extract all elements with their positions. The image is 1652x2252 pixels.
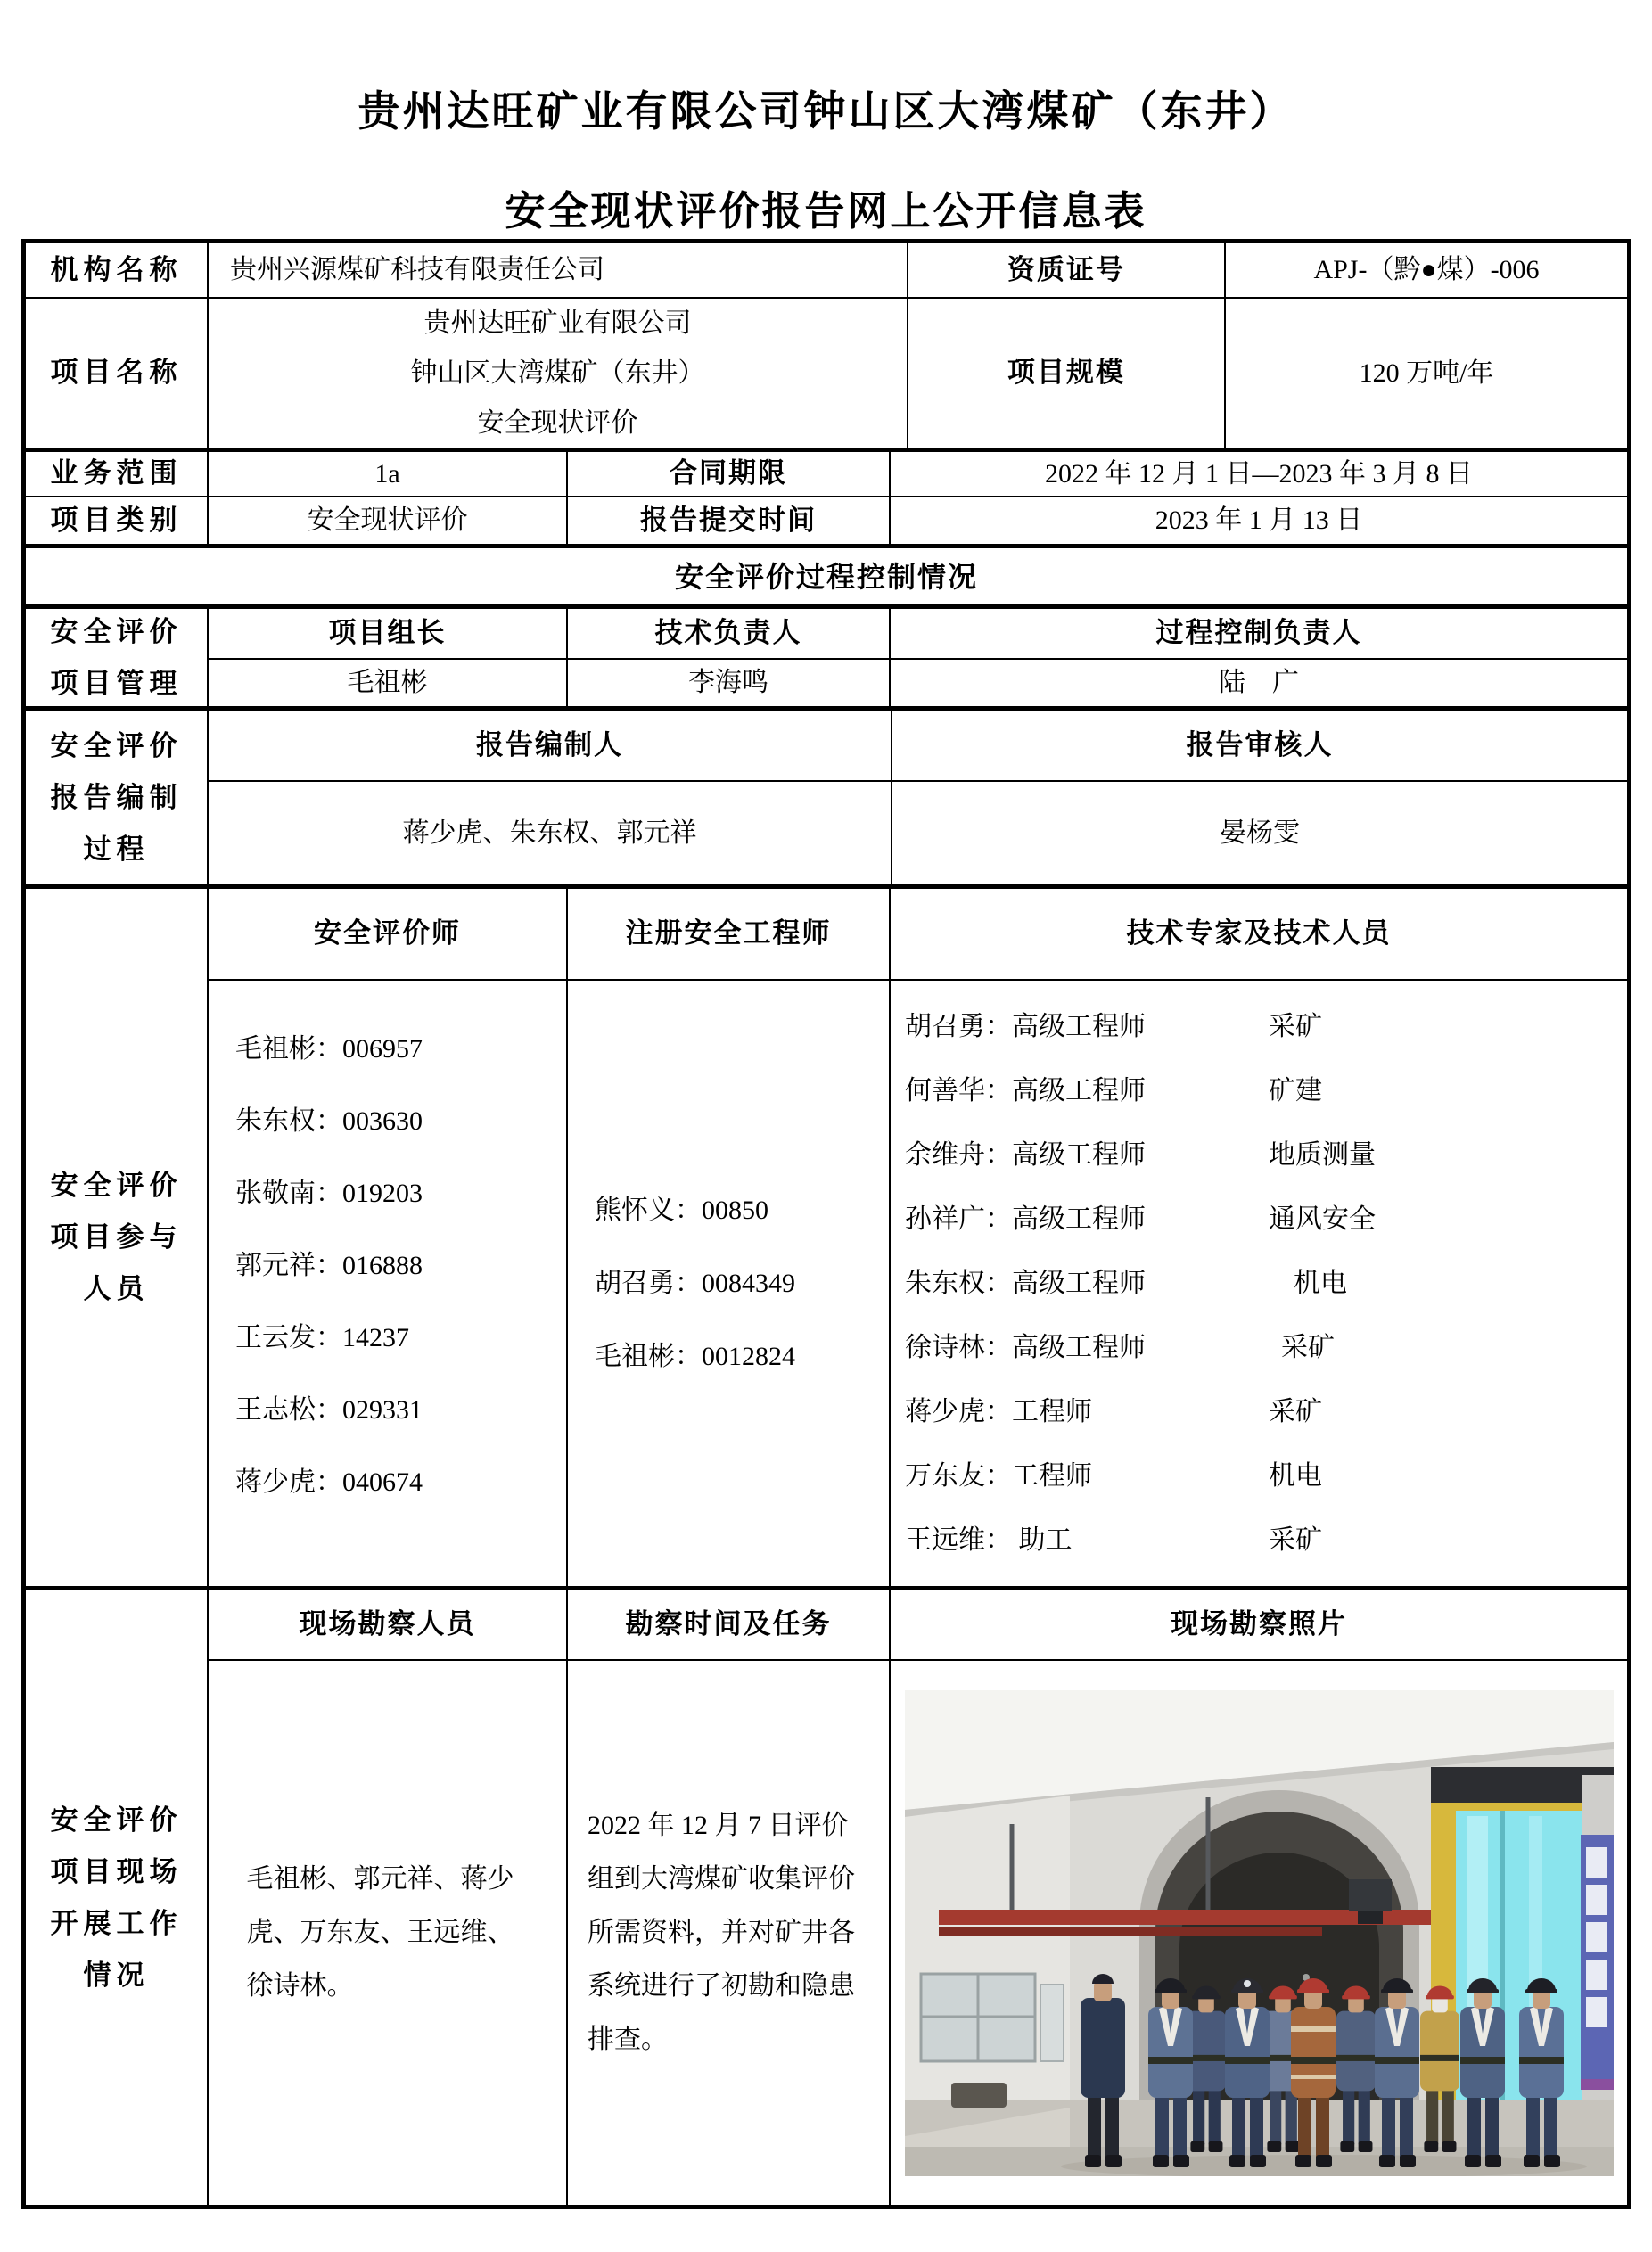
survey-task-header: 勘察时间及任务 <box>568 1590 891 1659</box>
writer-header: 报告编制人 <box>209 711 892 780</box>
assessor-list <box>209 981 568 1586</box>
cert-no-value: APJ-（黔●煤）-006 <box>1313 255 1540 285</box>
contract-period-label: 合同期限 <box>568 452 891 496</box>
category-label: 项目类别 <box>26 497 209 544</box>
management-header-row <box>209 609 1627 660</box>
engineer-header: 注册安全工程师 <box>568 889 891 979</box>
list-item: 朱东权：003630 <box>235 1105 423 1136</box>
list-item: 王志松：029331 <box>235 1394 423 1425</box>
project-scale-value: 120 万吨/年 <box>1359 358 1494 388</box>
assessor-header: 安全评价师 <box>209 889 568 979</box>
list-item: 毛祖彬：0012824 <box>595 1341 795 1371</box>
compilation-value-row <box>209 782 1627 884</box>
scope-label: 业务范围 <box>26 452 209 496</box>
list-item: 毛祖彬：006957 <box>235 1033 423 1064</box>
info-table <box>21 239 1631 2209</box>
list-item: 王远维： 助工 采矿 <box>905 1525 1322 1555</box>
row-org <box>26 243 1627 299</box>
list-item: 郭元祥：016888 <box>235 1250 423 1280</box>
management-value-row <box>209 660 1627 706</box>
writer-value: 蒋少虎、朱东权、郭元祥 <box>209 782 892 884</box>
row-project <box>26 299 1627 452</box>
row-participants <box>26 889 1627 1590</box>
project-name-value <box>209 299 908 448</box>
participants-group <box>209 889 1627 1586</box>
list-item: 王云发：14237 <box>235 1322 409 1352</box>
list-item: 胡召勇：0084349 <box>595 1268 795 1298</box>
project-name-line3: 安全现状评价 <box>477 407 638 438</box>
project-name-line2: 钟山区大湾煤矿（东井） <box>410 358 705 388</box>
list-item: 孙祥广：高级工程师 通风安全 <box>905 1204 1376 1234</box>
expert-list <box>891 981 1627 1586</box>
reviewer-value: 晏杨雯 <box>1220 818 1300 848</box>
list-item: 徐诗林：高级工程师 采矿 <box>905 1332 1335 1362</box>
row-category <box>26 497 1627 548</box>
management-group <box>209 609 1627 706</box>
contract-period-value: 2022 年 12 月 1 日—2023 年 3 月 8 日 <box>1045 458 1473 489</box>
compilation-label: 安全评价 报告编制 过程 <box>26 711 209 884</box>
list-item: 蒋少虎：040674 <box>235 1467 423 1497</box>
scope-value: 1a <box>209 452 568 496</box>
org-name-value: 贵州兴源煤矿科技有限责任公司 <box>209 243 908 297</box>
participants-header-row <box>209 889 1627 981</box>
reviewer-header: 报告审核人 <box>1186 728 1334 760</box>
row-compilation <box>26 711 1627 889</box>
leader-value: 毛祖彬 <box>209 660 568 706</box>
list-item: 朱东权：高级工程师 机电 <box>905 1268 1347 1298</box>
row-management <box>26 609 1627 711</box>
site-photo-header: 现场勘察照片 <box>1171 1608 1347 1640</box>
list-item: 胡召勇：高级工程师 采矿 <box>905 1011 1322 1041</box>
leader-header: 项目组长 <box>209 609 568 658</box>
list-item: 熊怀义：00850 <box>595 1195 768 1225</box>
site-photo <box>891 1661 1627 2205</box>
tech-lead-value: 李海鸣 <box>568 660 891 706</box>
row-site-work <box>26 1590 1627 2205</box>
process-control-header: 过程控制负责人 <box>1155 617 1362 649</box>
site-group <box>209 1590 1627 2205</box>
expert-header: 技术专家及技术人员 <box>1126 917 1392 949</box>
site-header-row <box>209 1590 1627 1661</box>
cert-no-label: 资质证号 <box>908 243 1226 297</box>
site-photo-image <box>905 1690 1614 2176</box>
management-label: 安全评价 项目管理 <box>26 609 209 706</box>
surveyor-header: 现场勘察人员 <box>209 1590 568 1659</box>
site-work-label: 安全评价 项目现场 开展工作 情况 <box>26 1590 209 2205</box>
submit-time-label: 报告提交时间 <box>568 497 891 544</box>
list-item: 蒋少虎：工程师 采矿 <box>905 1396 1322 1426</box>
surveyor-names: 毛祖彬、郭元祥、蒋少虎、万东友、王远维、徐诗林。 <box>209 1661 568 2205</box>
row-process-section <box>26 548 1627 609</box>
engineer-list <box>568 981 891 1586</box>
process-control-value: 陆 广 <box>1219 668 1299 698</box>
project-name-line1: 贵州达旺矿业有限公司 <box>423 308 692 338</box>
submit-time-value: 2023 年 1 月 13 日 <box>1155 505 1363 536</box>
document-title-line1: 贵州达旺矿业有限公司钟山区大湾煤矿（东井） <box>358 87 1294 135</box>
site-value-row <box>209 1661 1627 2205</box>
category-value: 安全现状评价 <box>209 497 568 544</box>
process-section-title: 安全评价过程控制情况 <box>674 560 978 593</box>
document-title-line2: 安全现状评价报告网上公开信息表 <box>505 188 1147 234</box>
row-scope <box>26 452 1627 497</box>
participants-label: 安全评价 项目参与 人员 <box>26 889 209 1586</box>
list-item: 万东友：工程师 机电 <box>905 1460 1322 1491</box>
org-name-label: 机构名称 <box>26 243 209 297</box>
list-item: 张敬南：019203 <box>235 1178 423 1208</box>
tech-lead-header: 技术负责人 <box>568 609 891 658</box>
list-item: 余维舟：高级工程师 地质测量 <box>905 1139 1376 1170</box>
compilation-group <box>209 711 1627 884</box>
list-item: 何善华：高级工程师 矿建 <box>905 1075 1322 1105</box>
compilation-header-row <box>209 711 1627 782</box>
project-scale-label: 项目规模 <box>908 299 1226 448</box>
project-name-label: 项目名称 <box>26 299 209 448</box>
participants-value-row <box>209 981 1627 1586</box>
survey-task-text: 2022 年 12 月 7 日评价组到大湾煤矿收集评价所需资料，并对矿井各系统进行了初勘和隐患排查。 <box>568 1661 891 2205</box>
